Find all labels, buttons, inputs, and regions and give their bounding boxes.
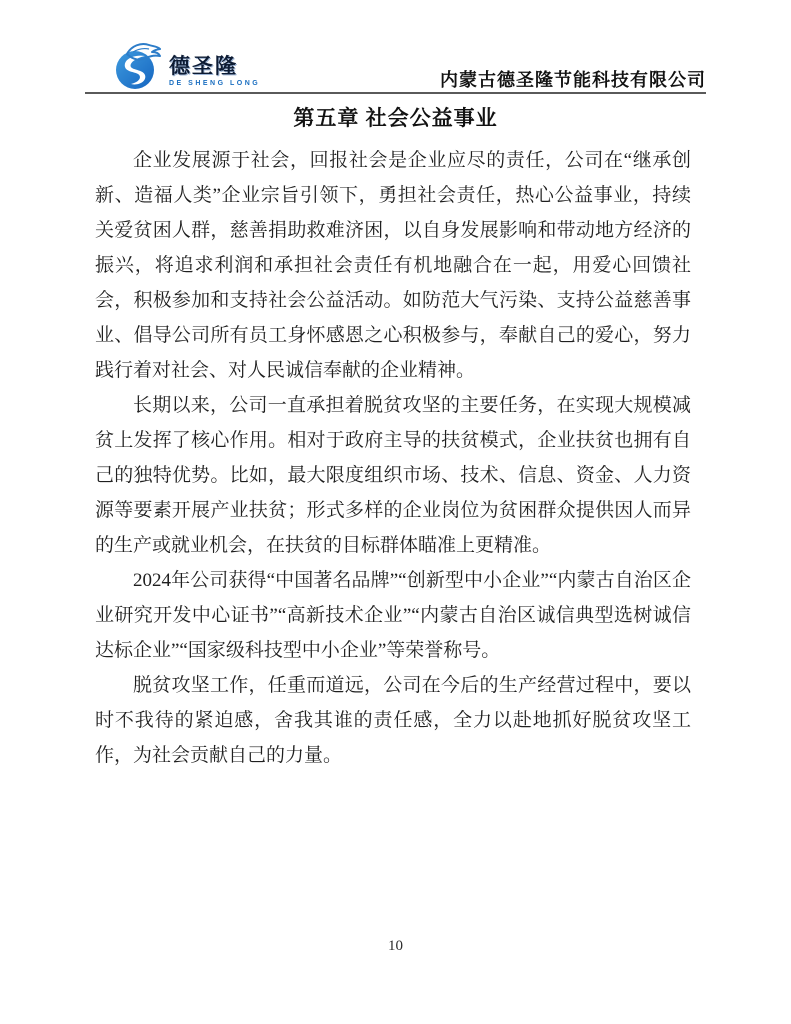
company-name: 内蒙古德圣隆节能科技有限公司 <box>440 70 706 90</box>
paragraph-1: 企业发展源于社会，回报社会是企业应尽的责任，公司在“继承创新、造福人类”企业宗旨引领下，勇担社会责任，热心公益事业，持续关爱贫困人群，慈善捐助救难济困，以自身发展影响和带动地方经济的振兴，将追求利润和承担社会责任有机地融合在一起，用爱心回馈社会，积极参加和支持社会公益活动。如防范大气污染、支持公益慈善事业、倡导公司所有员工身怀感恩之心积极参与，奉献自己的爱心，努力践行着对社会、对人民诚信奉献的企业精神。 <box>95 150 691 381</box>
company-logo <box>113 40 260 92</box>
paragraph-3: 2024年公司获得“中国著名品牌”“创新型中小企业”“内蒙古自治区企业研究开发中心证书”“高新技术企业”“内蒙古自治区诚信典型选树诚信达标企业”“国家级科技型中小企业”等荣誉称号。 <box>95 570 691 661</box>
header-rule <box>85 92 706 94</box>
paragraph-2: 长期以来，公司一直承担着脱贫攻坚的主要任务，在实现大规模减贫上发挥了核心作用。相对于政府主导的扶贫模式，企业扶贫也拥有自己的独特优势。比如，最大限度组织市场、技术、信息、资金、人力资源等要素开展产业扶贫；形式多样的企业岗位为贫困群众提供因人而异的生产或就业机会，在扶贫的目标群体瞄准上更精准。 <box>95 395 691 556</box>
chapter-title: 第五章 社会公益事业 <box>293 106 498 130</box>
dragon-sphere-logo-icon <box>113 40 165 92</box>
document-body <box>95 143 691 773</box>
paragraph-4: 脱贫攻坚工作，任重而道远，公司在今后的生产经营过程中，要以时不我待的紧迫感，舍我其谁的责任感，全力以赴地抓好脱贫攻坚工作，为社会贡献自己的力量。 <box>95 675 691 766</box>
logo-name-en: DE SHENG LONG <box>169 80 261 87</box>
logo-text <box>169 56 260 87</box>
page-number: 10 <box>388 938 403 954</box>
logo-name-cn: 德圣隆 <box>169 55 238 78</box>
